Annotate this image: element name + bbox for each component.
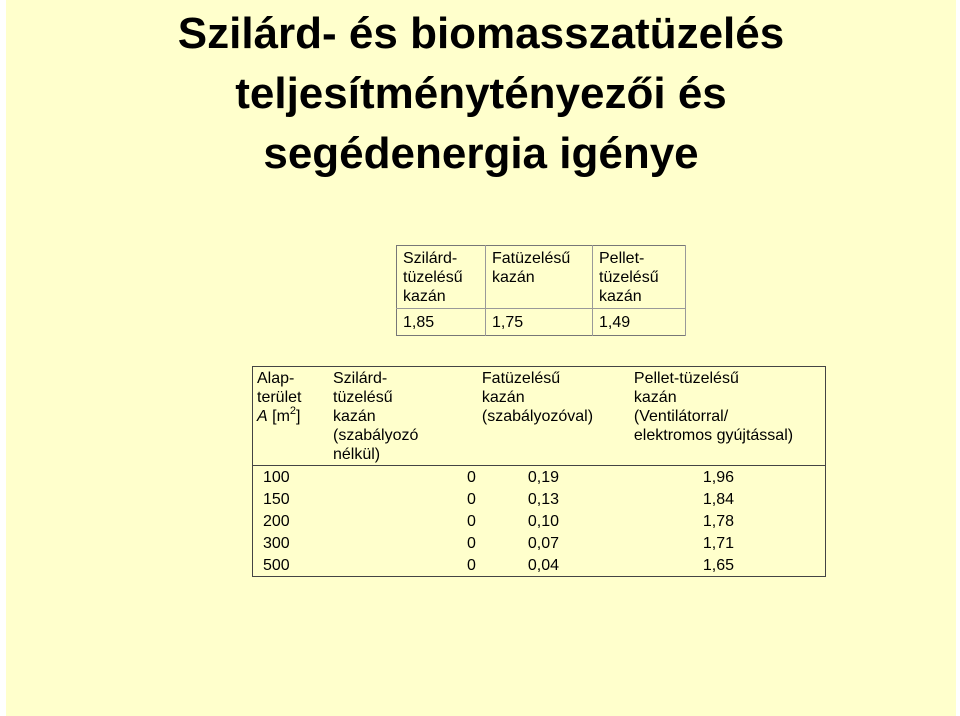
cell-solid: 0: [467, 469, 476, 486]
cell-wood: 0,10: [527, 513, 560, 530]
cell-wood: 0,19: [527, 469, 560, 486]
slide: [6, 0, 956, 716]
cell-area: 200: [263, 513, 290, 530]
performance-factor-table: [396, 245, 686, 336]
page-title: [6, 4, 956, 184]
cell-area: 100: [263, 469, 290, 486]
header-pellet-boiler: Pellet-tüzelésű kazán (Ventilátorral/ elektromos gyújtással): [628, 367, 826, 466]
cell-pellet: 1,65: [702, 557, 735, 574]
cell-solid: 0: [467, 513, 476, 530]
area-symbol: A: [257, 408, 268, 425]
table-row: [253, 554, 826, 577]
title-line-3: segédenergia igénye: [263, 129, 699, 178]
area-unit-exponent: 2: [289, 404, 297, 417]
cell-area: 300: [263, 535, 290, 552]
cell-area: 500: [263, 557, 290, 574]
area-unit-open: [m: [272, 408, 290, 425]
cell-solid: 0: [467, 491, 476, 508]
table-header-row: [253, 367, 826, 466]
title-line-2: teljesítménytényezői és: [235, 69, 727, 118]
table-row: [253, 466, 826, 489]
cell-wood: 0,04: [527, 557, 560, 574]
table-row: [253, 532, 826, 554]
value-solid-fuel-boiler: 1,85: [397, 309, 486, 336]
cell-wood: 0,07: [527, 535, 560, 552]
cell-pellet: 1,78: [702, 513, 735, 530]
header-wood-boiler: Fatüzelésű kazán (szabályozóval): [476, 367, 628, 466]
auxiliary-energy-table: [252, 366, 826, 577]
area-unit-close: ]: [296, 408, 301, 425]
table-header-row: [397, 246, 686, 309]
header-solid-fuel-boiler: Szilárd- tüzelésű kazán: [397, 246, 486, 309]
table-row: [397, 309, 686, 336]
cell-area: 150: [263, 491, 290, 508]
title-line-1: Szilárd- és biomasszatüzelés: [177, 9, 785, 58]
header-wood-boiler: Fatüzelésű kazán: [486, 246, 593, 309]
cell-solid: 0: [467, 557, 476, 574]
header-solid-fuel-boiler: Szilárd- tüzelésű kazán (szabályozó nélkül): [327, 367, 476, 466]
area-header-line-1: Alap-: [257, 370, 295, 387]
header-pellet-boiler: Pellet- tüzelésű kazán: [593, 246, 686, 309]
table-row: [253, 510, 826, 532]
cell-pellet: 1,71: [702, 535, 735, 552]
cell-wood: 0,13: [527, 491, 560, 508]
cell-pellet: 1,84: [702, 491, 735, 508]
cell-solid: 0: [467, 535, 476, 552]
value-wood-boiler: 1,75: [486, 309, 593, 336]
cell-pellet: 1,96: [702, 469, 735, 486]
value-pellet-boiler: 1,49: [593, 309, 686, 336]
area-header-line-2: terület: [257, 389, 302, 406]
table-row: [253, 488, 826, 510]
header-floor-area: [253, 367, 328, 466]
